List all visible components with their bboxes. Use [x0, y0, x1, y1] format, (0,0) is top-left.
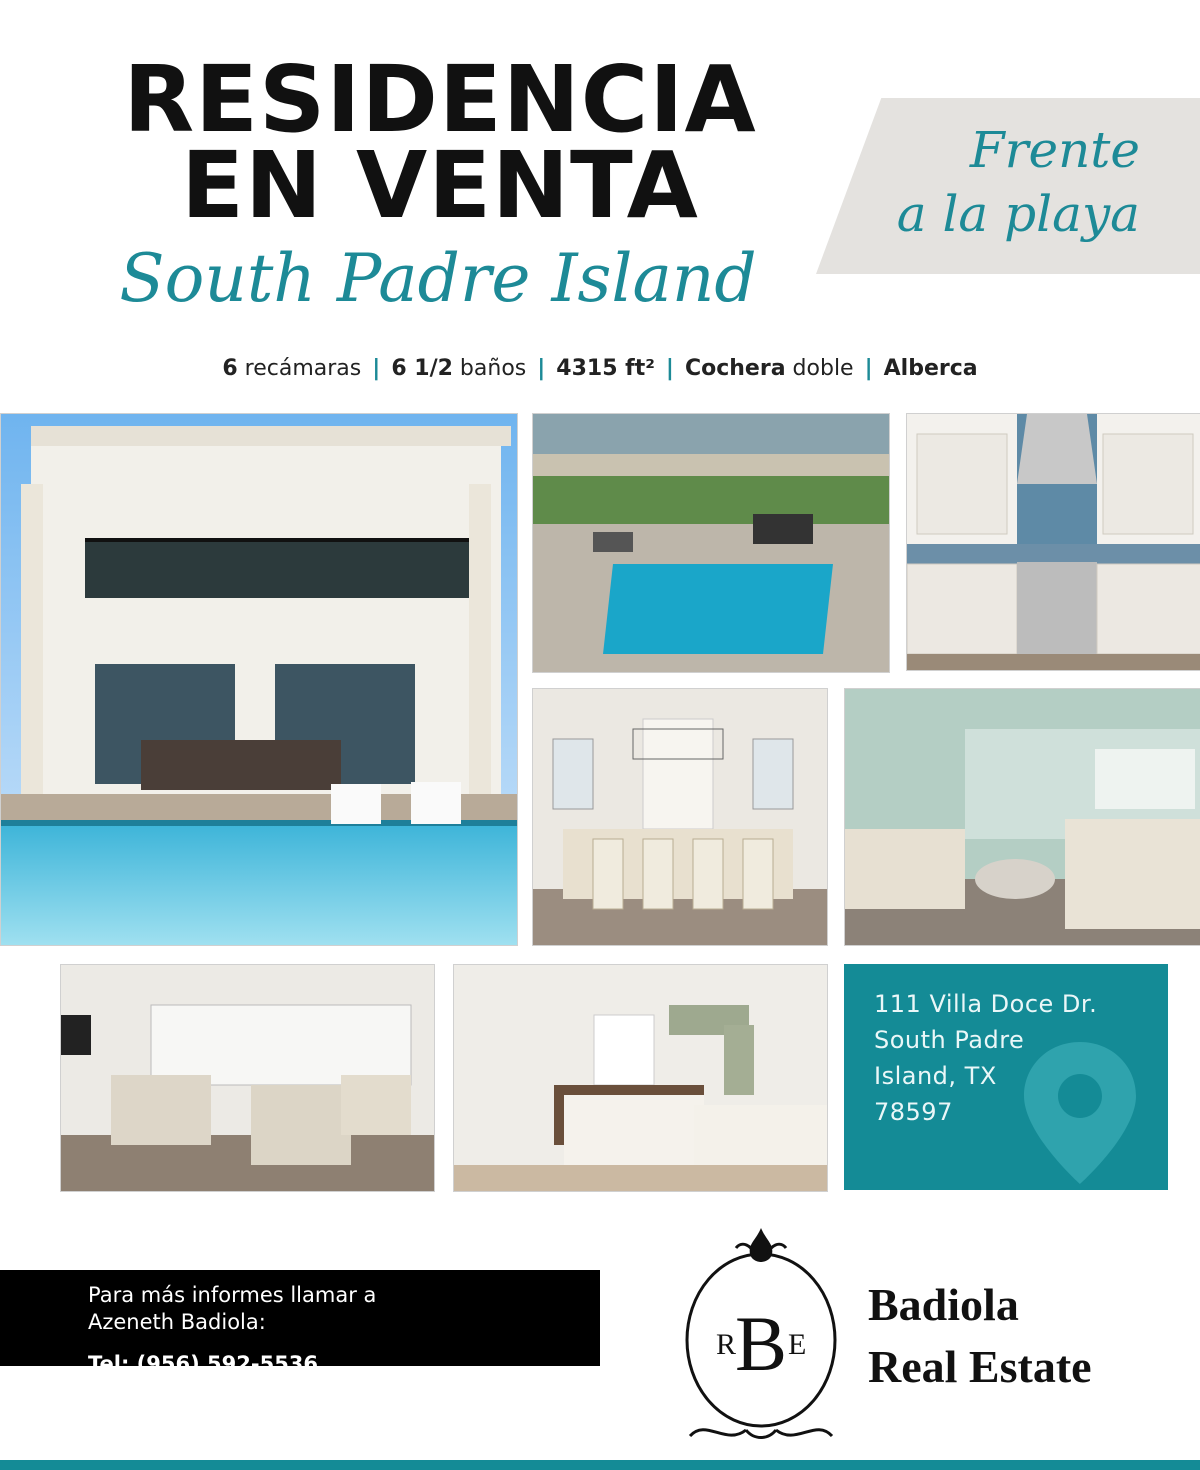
tag-line-1: Frente	[969, 121, 1140, 179]
feature-separator: |	[665, 356, 674, 381]
monogram-letter-right: E	[788, 1328, 807, 1361]
address-line-2: South Padre	[874, 1026, 1025, 1054]
address-line-1: 111 Villa Doce Dr.	[874, 990, 1098, 1018]
photo-bedroom	[453, 964, 828, 1192]
brand-line-2: Real Estate	[868, 1341, 1092, 1392]
brand-name	[868, 1274, 1092, 1398]
monogram-letter-center: B	[734, 1300, 788, 1387]
feature-bathrooms-label: baños	[452, 356, 527, 381]
brand-line-1: Badiola	[868, 1279, 1019, 1330]
contact-info	[88, 1282, 376, 1336]
address-line-4: 78597	[874, 1098, 953, 1126]
beachfront-tag	[880, 118, 1140, 246]
photo-living-area	[844, 688, 1200, 946]
feature-area: 4315 ft²	[556, 356, 655, 381]
headline-location: South Padre Island	[119, 240, 757, 317]
monogram-letter-left: R	[716, 1328, 737, 1361]
footer-accent-line	[0, 1460, 1200, 1470]
feature-garage: Cochera	[684, 356, 786, 381]
contact-phone[interactable]: Tel: (956) 592-5536	[88, 1352, 319, 1376]
feature-bathrooms-count: 6 1/2	[391, 356, 453, 381]
feature-separator: |	[372, 356, 381, 381]
address	[874, 986, 1134, 1130]
feature-separator: |	[864, 356, 873, 381]
photo-kitchen	[906, 413, 1200, 671]
photo-house-exterior	[0, 413, 518, 946]
feature-separator: |	[537, 356, 546, 381]
feature-bedrooms-label: recámaras	[237, 356, 362, 381]
feature-bedrooms-count: 6	[222, 356, 238, 381]
contact-line-1: Para más informes llamar a	[88, 1283, 377, 1307]
features-line	[0, 356, 1200, 381]
headline-line-2: EN VENTA	[181, 132, 699, 239]
photo-pool-beach	[532, 413, 890, 673]
tag-line-2: a la playa	[896, 185, 1140, 243]
address-line-3: Island, TX	[874, 1062, 997, 1090]
feature-pool: Alberca	[883, 356, 978, 381]
feature-garage-label: doble	[785, 356, 854, 381]
headline-line-1: RESIDENCIA	[123, 46, 757, 153]
photo-living-room	[60, 964, 435, 1192]
contact-line-2: Azeneth Badiola:	[88, 1310, 266, 1334]
badiola-monogram-logo	[676, 1222, 846, 1452]
photo-dining-room	[532, 688, 828, 946]
